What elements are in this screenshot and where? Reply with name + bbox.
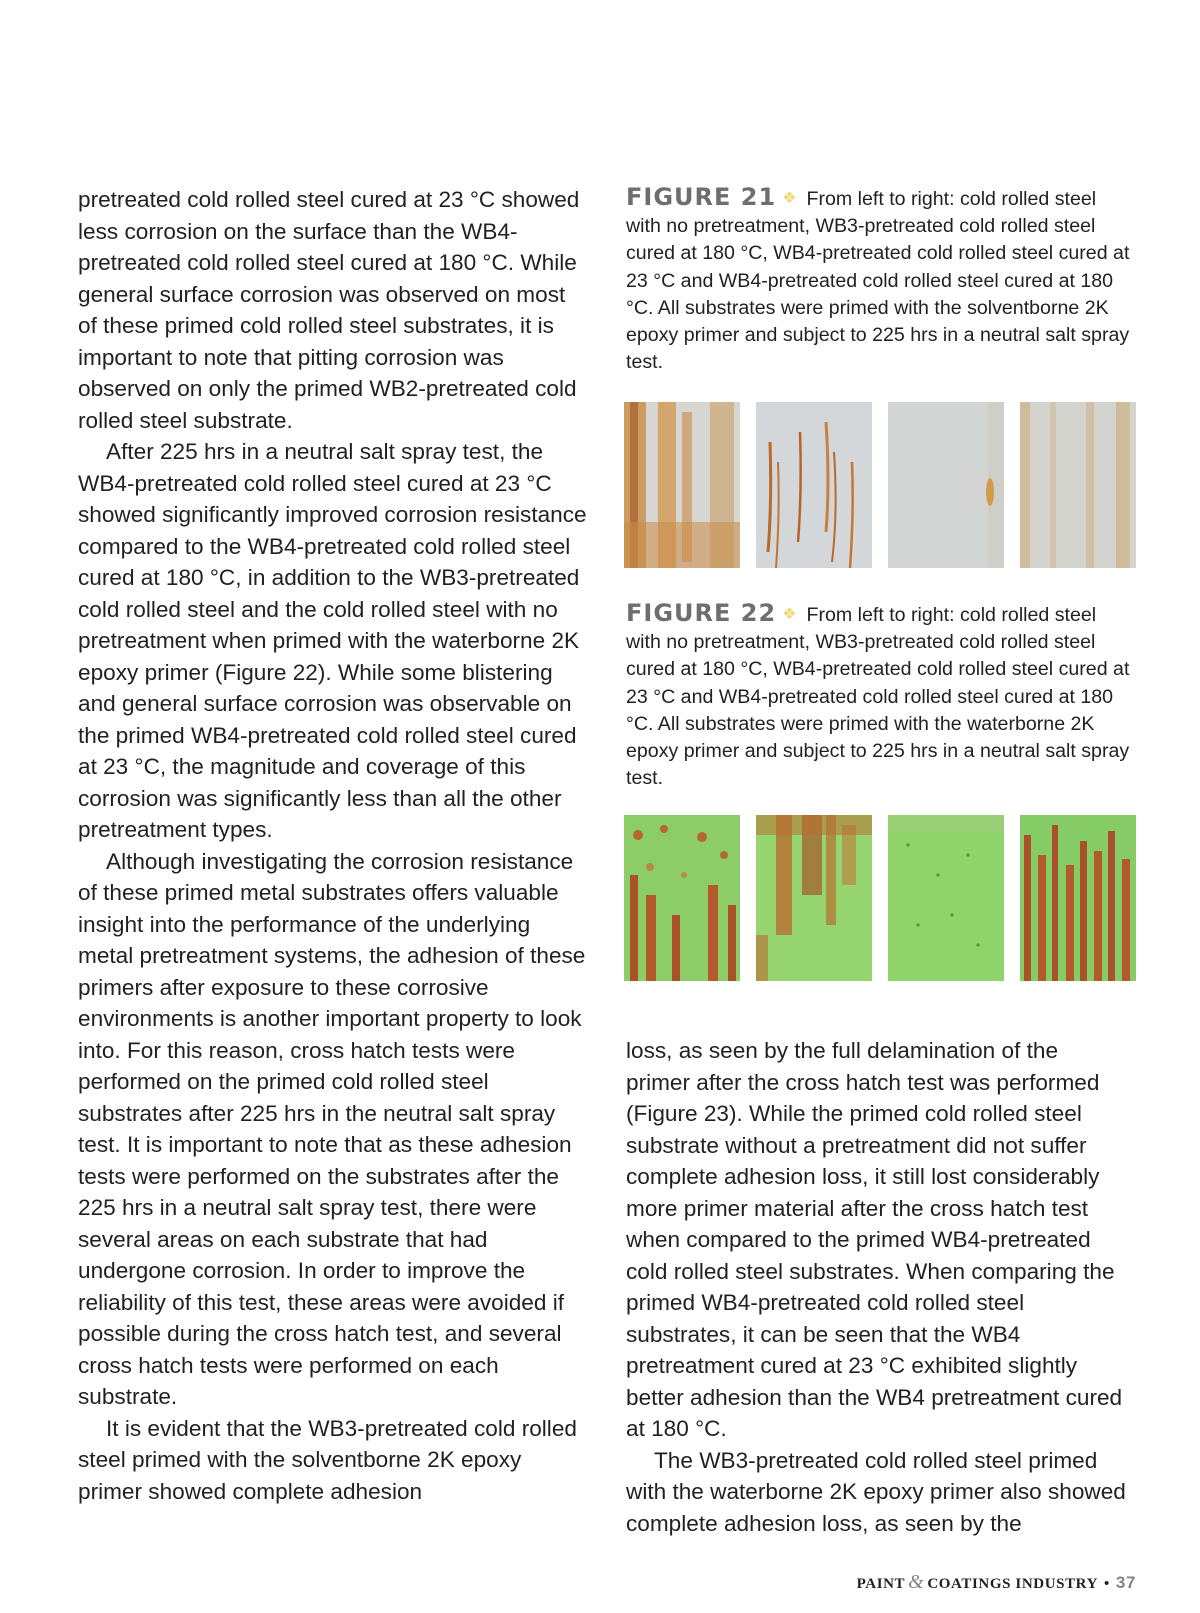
- figure-21-panel-no-pretreatment: [624, 402, 740, 568]
- figure-22-caption-text: From left to right: cold rolled steel with no pretreatment, WB3-pretreated cold rolled steel cured at 180 °C, WB4-pretreated cold rolled steel cured at 23 °C and WB4-pretreated cold rolled steel cured at 180 °C. All substrates were primed with the waterborne 2K epoxy primer and subject to 225 hrs in a neutral salt spray test.: [626, 604, 1130, 790]
- page-footer: [857, 1571, 1136, 1594]
- figure-22-label: FIGURE 22: [626, 599, 777, 627]
- figure-21-caption: [626, 184, 1136, 376]
- right-column: [626, 1035, 1126, 1539]
- body-paragraph: Although investigating the corrosion resistance of these primed metal substrates offers valuable insight into the performance of the underlying metal pretreatment systems, the adhesion of these primers after exposure to these corrosive environments is another important property to look into. For this reason, cross hatch tests were performed on the primed cold rolled steel substrates after 225 hrs in the neutral salt spray test. It is important to note that as these adhesion tests were performed on the substrates after the 225 hrs in a neutral salt spray test, there were several areas on each substrate that had undergone corrosion. In order to improve the reliability of this test, these areas were avoided if possible during the cross hatch test, and several cross hatch tests were performed on each substrate.: [78, 848, 586, 1409]
- body-paragraph: pretreated cold rolled steel cured at 23 °C showed less corrosion on the surface than the WB4-pretreated cold rolled steel cured at 180 °C. While general surface corrosion was observed on most of these primed cold rolled steel substrates, it is important to note that pitting corrosion was observed on only the primed WB2-pretreated cold rolled steel substrate.: [78, 187, 580, 433]
- body-paragraph: It is evident that the WB3-pretreated cold rolled steel primed with the solventborne 2K epoxy primer showed complete adhesion: [78, 1415, 577, 1504]
- ampersand: &: [908, 1571, 925, 1593]
- body-paragraph: loss, as seen by the full delamination of the primer after the cross hatch test was performed (Figure 23). While the primed cold rolled steel substrate without a pretreatment did not suffer complete adhesion loss, it still lost considerably more primer material after the cross hatch test when compared to the primed WB4-pretreated cold rolled steel substrates. When comparing the primed WB4-pretreated cold rolled steel substrates, it can be seen that the WB4 pretreatment cured at 23 °C exhibited slightly better adhesion than the WB4 pretreatment cured at 180 °C.: [626, 1038, 1123, 1441]
- figure-21-panel-wb4-23c: [888, 402, 1004, 568]
- page-number: 37: [1115, 1573, 1136, 1592]
- publication-name-part2: COATINGS INDUSTRY: [927, 1576, 1099, 1592]
- figure-22-panel-wb3-180c: [756, 815, 872, 981]
- figure-22-panel-no-pretreatment: [624, 815, 740, 981]
- figure-21-label: FIGURE 21: [626, 183, 777, 211]
- figure-21-panel-wb4-180c: [1020, 402, 1136, 568]
- footer-bullet: •: [1104, 1576, 1110, 1592]
- figure-21-caption-text: From left to right: cold rolled steel with no pretreatment, WB3-pretreated cold rolled steel cured at 180 °C, WB4-pretreated cold rolled steel cured at 23 °C and WB4-pretreated cold rolled steel cured at 180 °C. All substrates were primed with the solventborne 2K epoxy primer and subject to 225 hrs in a neutral salt spray test.: [626, 188, 1130, 374]
- diamond-icon: ❖: [782, 190, 797, 207]
- figure-22-photos: [624, 815, 1136, 981]
- figure-22-caption: [626, 600, 1136, 792]
- figure-22-panel-wb4-23c: [888, 815, 1004, 981]
- diamond-icon: ❖: [782, 606, 797, 623]
- figure-21-photos: [624, 402, 1136, 568]
- body-paragraph: The WB3-pretreated cold rolled steel primed with the waterborne 2K epoxy primer also showed complete adhesion loss, as seen by the: [626, 1447, 1126, 1536]
- figure-22-panel-wb4-180c: [1020, 815, 1136, 981]
- body-paragraph: After 225 hrs in a neutral salt spray test, the WB4-pretreated cold rolled steel cured at 23 °C showed significantly improved corrosion resistance compared to the WB4-pretreated cold rolled steel cured at 180 °C, in addition to the WB3-pretreated cold rolled steel and the cold rolled steel with no pretreatment when primed with the waterborne 2K epoxy primer (Figure 22). While some blistering and general surface corrosion was observable on the primed WB4-pretreated cold rolled steel cured at 23 °C, the magnitude and coverage of this corrosion was significantly less than all the other pretreatment types.: [78, 439, 587, 842]
- figure-21-panel-wb3-180c: [756, 402, 872, 568]
- left-column: [78, 184, 588, 1507]
- publication-name-part1: PAINT: [856, 1576, 906, 1592]
